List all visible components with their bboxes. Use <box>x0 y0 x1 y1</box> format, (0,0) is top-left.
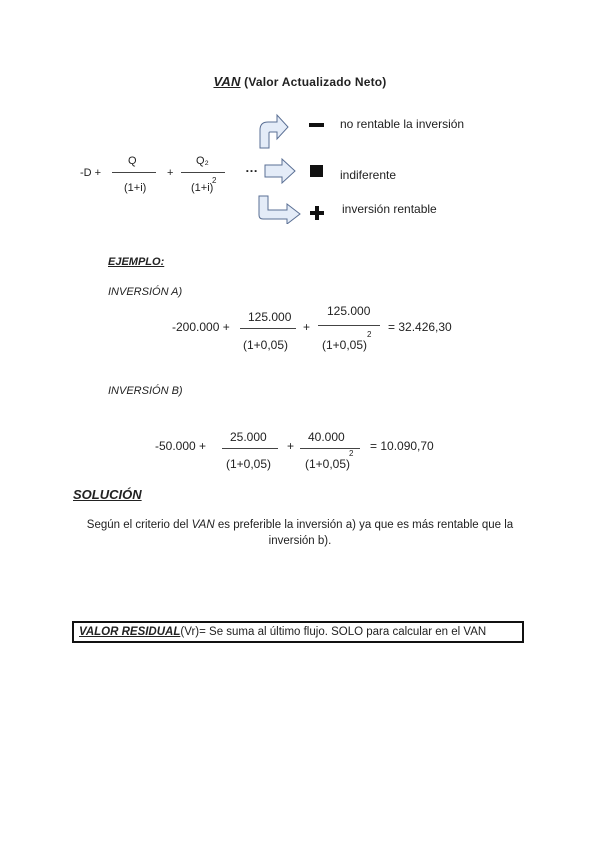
formula-plus: + <box>167 167 174 179</box>
inv-a-den1: (1+0,05) <box>243 338 289 352</box>
inv-b-den1: (1+0,05) <box>226 457 272 471</box>
minus-icon <box>309 123 324 127</box>
formula-lead: -D + <box>80 167 102 179</box>
inv-b-lead: -50.000 + <box>155 439 207 453</box>
arrow-right-icon <box>265 159 295 183</box>
inv-a-lead: -200.000 + <box>172 320 230 334</box>
formula-term2-numerator: Q₂ <box>196 155 209 167</box>
inv-b-fraction-line-1 <box>222 448 278 449</box>
inversion-b-label: INVERSIÓN B) <box>108 385 183 397</box>
inv-b-plus: + <box>287 439 295 453</box>
valor-residual-box <box>72 621 524 643</box>
arrow-up-icon <box>260 115 288 148</box>
plus-icon <box>309 205 325 221</box>
inv-a-exp2: 2 <box>367 330 372 339</box>
formula-term1-numerator: Q <box>128 155 137 167</box>
solucion-paragraph <box>70 517 530 549</box>
valor-residual-label: VALOR RESIDUAL <box>79 626 181 638</box>
formula-ellipsis: … <box>245 160 258 175</box>
inv-a-fraction-line-2 <box>318 325 380 326</box>
ejemplo-heading: EJEMPLO: <box>108 256 165 268</box>
inv-a-plus: + <box>303 320 311 334</box>
inv-a-num2: 125.000 <box>327 304 371 318</box>
solucion-heading: SOLUCIÓN <box>73 487 142 502</box>
inv-b-num1: 25.000 <box>230 430 267 444</box>
inv-b-den2: (1+0,05) <box>305 457 351 471</box>
inv-b-exp2: 2 <box>349 449 354 458</box>
inv-a-fraction-line-1 <box>240 328 296 329</box>
title-sub: (Valor Actualizado Neto) <box>244 75 387 89</box>
formula-term2-fraction-line <box>181 172 225 173</box>
inversion-a-label: INVERSIÓN A) <box>108 286 183 298</box>
formula-term2-exponent: 2 <box>212 176 217 185</box>
solucion-text-after: es preferible la inversión a) ya que es más rentable que la inversión b). <box>214 519 514 547</box>
outcome-label-no-rentable: no rentable la inversión <box>340 117 465 131</box>
arrow-down-right-icon <box>259 196 300 224</box>
outcome-label-rentable: inversión rentable <box>342 202 437 216</box>
square-icon <box>310 165 323 177</box>
formula-term2-denominator: (1+i) <box>191 182 214 194</box>
inv-a-result: = 32.426,30 <box>388 320 452 334</box>
solucion-text-before: Según el criterio del <box>86 519 192 531</box>
inv-b-num2: 40.000 <box>308 430 345 444</box>
inv-a-den2: (1+0,05) <box>322 338 368 352</box>
formula-term1-denominator: (1+i) <box>124 182 147 194</box>
outcome-label-indiferente: indiferente <box>340 168 397 182</box>
valor-residual-text: (Vr)= Se suma al último flujo. SOLO para calcular en el VAN <box>180 626 487 638</box>
formula-term1-fraction-line <box>112 172 156 173</box>
inv-b-result: = 10.090,70 <box>370 439 434 453</box>
inv-a-num1: 125.000 <box>248 310 292 324</box>
outcome-arrows <box>255 108 305 224</box>
title-main: VAN <box>213 74 241 89</box>
solucion-text-van: VAN <box>191 519 215 531</box>
page-title <box>0 74 600 89</box>
